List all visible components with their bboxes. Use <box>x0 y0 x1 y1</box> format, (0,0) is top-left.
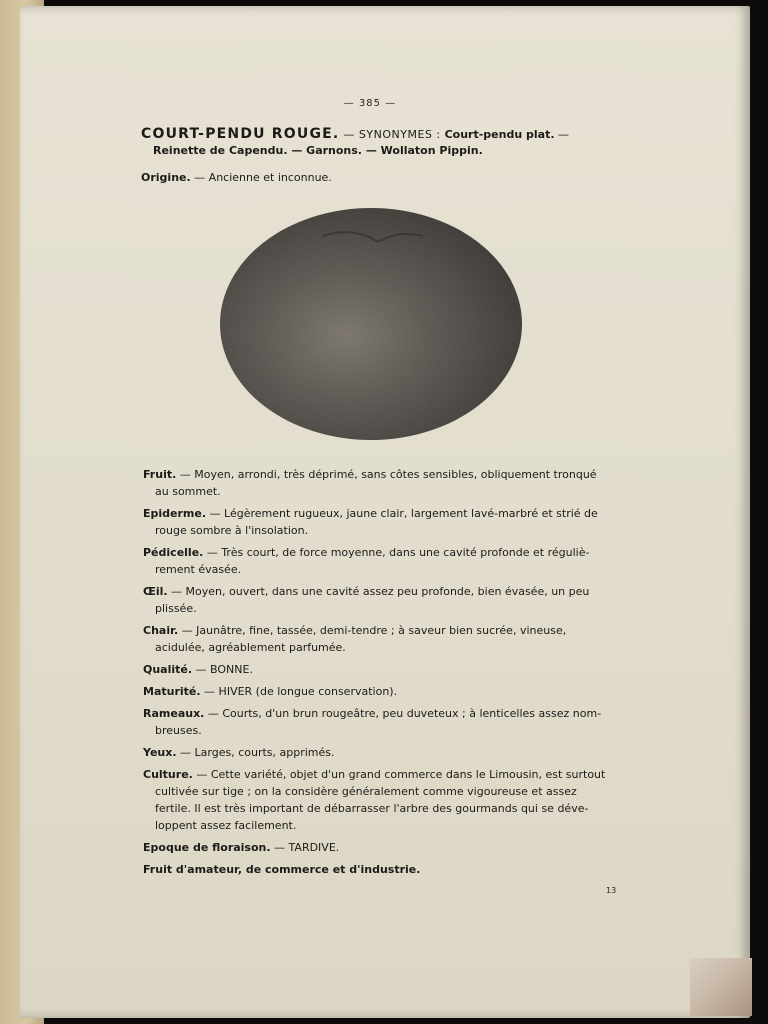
entry-text: — Cette variété, objet d'un grand commerce dans le Limousin, est surtout cultivée sur tige ; on la considère généralement comme vigoureuse et assez fertile. Il est très important de débarrasser l'arbre des gourmands qui se déve-loppent assez facilement. <box>155 768 606 832</box>
title-dash: — <box>554 128 570 141</box>
entry-oeil <box>143 583 608 617</box>
entry-maturite <box>143 683 608 700</box>
entry-label: Culture. <box>143 768 193 781</box>
apple-photo-icon <box>218 206 524 442</box>
book-page <box>20 6 750 1018</box>
entry-epiderme <box>143 505 608 539</box>
origin-text: — Ancienne et inconnue. <box>190 171 332 184</box>
entry-text: — Moyen, arrondi, très déprimé, sans côtes sensibles, obliquement tronqué au sommet. <box>155 468 597 498</box>
background-edge <box>750 0 768 1024</box>
footer-line: Fruit d'amateur, de commerce et d'industrie. <box>143 863 421 876</box>
entry-label: Pédicelle. <box>143 546 204 559</box>
entry-qualite <box>143 661 608 678</box>
synonyms-label: — SYNONYMES : <box>339 128 445 141</box>
entry-label: Epoque de floraison. <box>143 841 271 854</box>
page-number: — 385 — <box>343 98 397 109</box>
entry-label: Rameaux. <box>143 707 205 720</box>
entry-rameaux <box>143 705 608 739</box>
entry-label: Maturité. <box>143 685 201 698</box>
entry-floraison <box>143 839 608 856</box>
entry-text: — TARDIVE. <box>270 841 340 854</box>
entry-chair <box>143 622 608 656</box>
entry-label: Fruit. <box>143 468 177 481</box>
entry-pedicelle <box>143 544 608 578</box>
description-list <box>143 466 608 883</box>
entry-culture <box>143 766 608 834</box>
entry-text: — Moyen, ouvert, dans une cavité assez peu profonde, bien évasée, un peu plissée. <box>155 585 590 615</box>
origin-label: Origine. <box>141 171 191 184</box>
variety-title: COURT-PENDU ROUGE. <box>141 126 340 142</box>
entry-text: — Jaunâtre, fine, tassée, demi-tendre ; à saveur bien sucrée, vineuse, acidulée, agréablement parfumée. <box>155 624 567 654</box>
synonyms-line-2: Reinette de Capendu. — Garnons. — Wollaton Pippin. <box>153 144 483 157</box>
synonym-1: Court-pendu plat. <box>444 128 555 141</box>
entry-text: — Légèrement rugueux, jaune clair, largement lavé-marbré et strié de rouge sombre à l'insolation. <box>155 507 598 537</box>
entry-text: — Courts, d'un brun rougeâtre, peu duveteux ; à lenticelles assez nom-breuses. <box>155 707 602 737</box>
thumbnail-image <box>690 958 752 1016</box>
entry-title-line <box>141 126 611 143</box>
origin-line <box>141 171 332 184</box>
entry-fruit <box>143 466 608 500</box>
signature-mark: 13 <box>606 886 617 895</box>
entry-text: — Très court, de force moyenne, dans une cavité profonde et réguliè-rement évasée. <box>155 546 590 576</box>
entry-label: Qualité. <box>143 663 193 676</box>
entry-label: Œil. <box>143 585 168 598</box>
entry-yeux <box>143 744 608 761</box>
entry-text: — BONNE. <box>192 663 253 676</box>
entry-label: Epiderme. <box>143 507 207 520</box>
entry-text: — Larges, courts, apprimés. <box>176 746 335 759</box>
entry-label: Chair. <box>143 624 179 637</box>
entry-label: Yeux. <box>143 746 177 759</box>
entry-text: — HIVER (de longue conservation). <box>200 685 398 698</box>
